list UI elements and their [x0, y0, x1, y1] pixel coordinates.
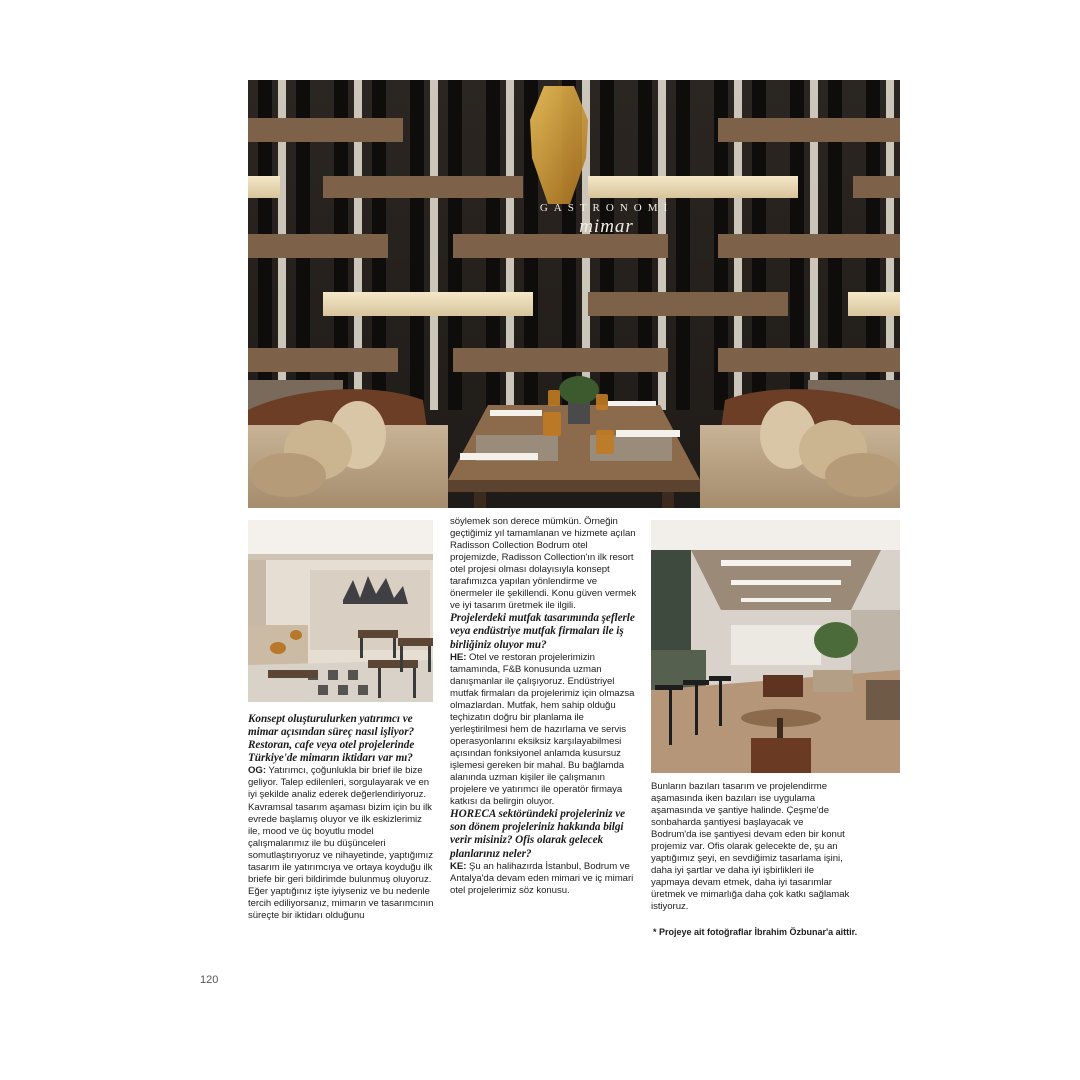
text-column-3 — [651, 781, 851, 914]
speaker-he: HE: — [450, 651, 467, 663]
hero-photo — [248, 80, 900, 508]
speaker-og: OG: — [248, 765, 266, 777]
right-photo — [651, 520, 900, 773]
answer-1 — [248, 765, 436, 922]
question-1: Konsept oluşturulurken yatırımcı ve mimar açısından süreç nasıl işliyor? Restoran, cafe veya otel projelerinde Türkiye'de mimarın iktidarı var mı? — [248, 713, 415, 765]
answer-2 — [450, 652, 638, 809]
answer-3-text: Şu an halihazırda İstanbul, Bodrum ve Antalya'da devam eden mimari ve iç mimari otel projelerimiz söz konusu. — [450, 860, 634, 896]
column-3-continuation: Bunların bazıları tasarım ve projelendirme aşamasında iken bazıları ise uygulama aşamasında ve şantiye halinde. Çeşme'de sonbaharda şantiyesi başlayacak ve Bodrum'da ise şantiyesi devam eden bir konut projemiz var. Ofis olarak gelecekte de, şu an yaptığımız şeyi, en sevdiğimiz tasarlama işini, daha iyi şartlar ve daha iyi işbirlikleri ile yapmaya devam etmek, daha iyi tasarımlar üretmek ve mimarlığa daha çok katkı sağlamak istiyoruz. — [651, 781, 850, 913]
speaker-ke: KE: — [450, 860, 467, 872]
column-2-continuation: söylemek son derece mümkün. Örneğin geçtiğimiz yıl tamamlanan ve hizmete açılan Radisson Collection Bodrum otel projemizde, Radisson Collection'ın ilk resort otel projesi olması dolayısıyla konsept tarafımızca yapılan yönlendirme ve önermeler ile şekillendi. Konu güven vermek ve iyi tasarım üretmek ile ilgili. — [450, 516, 637, 612]
answer-3 — [450, 861, 638, 897]
question-3: HORECA sektöründeki projeleriniz ve son dönem projeleriniz hakkında bilgi verir misiniz? Ofis olarak gelecek planlarınız neler? — [450, 808, 626, 860]
section-subtitle: mimar — [579, 216, 634, 237]
restaurant-interior-illustration — [248, 80, 900, 508]
photo-credit-footnote: * Projeye ait fotoğraflar İbrahim Özbunar'a aittir. — [653, 927, 858, 937]
section-header — [248, 202, 900, 238]
question-2: Projelerdeki mutfak tasarımında şeflerle veya endüstriye mutfak firmaları ile iş birliğiniz oluyor mu? — [450, 612, 635, 651]
answer-2-text: Otel ve restoran projelerimizin tamamında, F&B konusunda uzman danışmanlar ile çalışıyoruz. Endüstriyel mutfak firmaları da projelerimiz için olmazsa olmazlardan. Mutfak, hem sahip olduğu teçhizatın doğru bir planlama ile yerleştirilmesi hem de hazırlama ve servis operasyonlarını eksiksiz karşılayabilmesi açısından fonksiyonel anlamda kusursuz işlemesi gereken bir mahal. Bu bağlamda alanında uzman kişiler ile çalışmanın projelere ve yatırımcı ile operatör firmaya katkısı da belirgin oluyor. — [450, 651, 635, 808]
section-title: GASTRONOMİ — [539, 202, 674, 214]
page-number: 120 — [200, 974, 219, 986]
text-column-2 — [450, 516, 638, 897]
lounge-bar-illustration — [651, 520, 900, 773]
text-column-1 — [248, 713, 436, 922]
left-photo — [248, 520, 433, 702]
answer-1-text: Yatırımcı, çoğunlukla bir brief ile bize geliyor. Talep edilenleri, sorgulayarak ve en iyi şekilde analiz ederek değerlendiriyoruz. Kavramsal tasarım aşaması bizim için bu ilk evrede başlamış oluyor ve ilk eskizlerimiz ile, mood ve üç boyutlu model çalışmalarımız ile bu düşünceleri somutlaştırıyoruz ve nihayetinde, yaptığımız tasarım ile yatırımcıya ve ortaya koyduğu ilk briefe bir geri bildirimde bulunmuş oluyoruz. Eğer yaptığınız işte iyiyseniz ve bu nedenle tercih ediliyorsanız, mimarın ve tasarımcının süreçte bir iktidarı olduğunu — [248, 765, 434, 921]
dining-room-illustration — [248, 520, 433, 702]
